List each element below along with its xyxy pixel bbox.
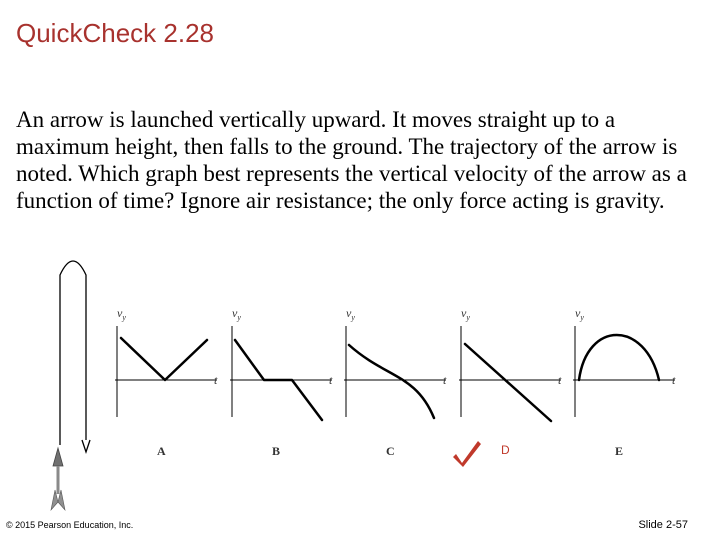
velocity-curve [121, 338, 207, 380]
checkmark-icon [453, 441, 481, 467]
option-label: B [272, 444, 281, 458]
velocity-curve [349, 345, 434, 418]
y-axis-label: $v_y$ [117, 306, 126, 322]
x-axis-label: t [672, 373, 676, 387]
trajectory-path [60, 261, 86, 445]
graph-d [459, 306, 562, 421]
velocity-curve [465, 344, 551, 421]
slide-number: Slide 2-57 [638, 519, 688, 531]
y-axis-label: $v_y$ [461, 306, 470, 322]
arrow-icon [51, 448, 65, 510]
x-axis-label: t [558, 373, 562, 387]
y-axis-label: $v_y$ [232, 306, 241, 322]
answer-label: D [501, 443, 510, 457]
graph-b [230, 306, 333, 458]
y-axis-label: $v_y$ [346, 306, 355, 322]
y-axis-label: $v_y$ [575, 306, 584, 322]
arrow-trajectory-illustration [51, 261, 90, 510]
x-axis-label: t [329, 373, 333, 387]
option-label: E [615, 444, 624, 458]
copyright-footer: © 2015 Pearson Education, Inc. [6, 520, 134, 530]
x-axis-label: t [214, 373, 218, 387]
velocity-curve [579, 335, 659, 380]
option-label: A [157, 444, 166, 458]
question-text: An arrow is launched vertically upward. It moves straight up to a maximum height, then falls to the ground. The trajectory of the arrow is noted. Which graph best represents the vertical velocity of the arrow as a function of time? Ignore air resistance; the only force acting is gravity. [16, 107, 687, 213]
graph-c [344, 306, 447, 458]
option-label: C [386, 444, 395, 458]
trajectory-arrowhead [82, 440, 90, 452]
x-axis-label: t [443, 373, 447, 387]
graph-e [573, 306, 676, 458]
slide-title: QuickCheck 2.28 [16, 18, 214, 48]
graph-a [115, 306, 218, 458]
